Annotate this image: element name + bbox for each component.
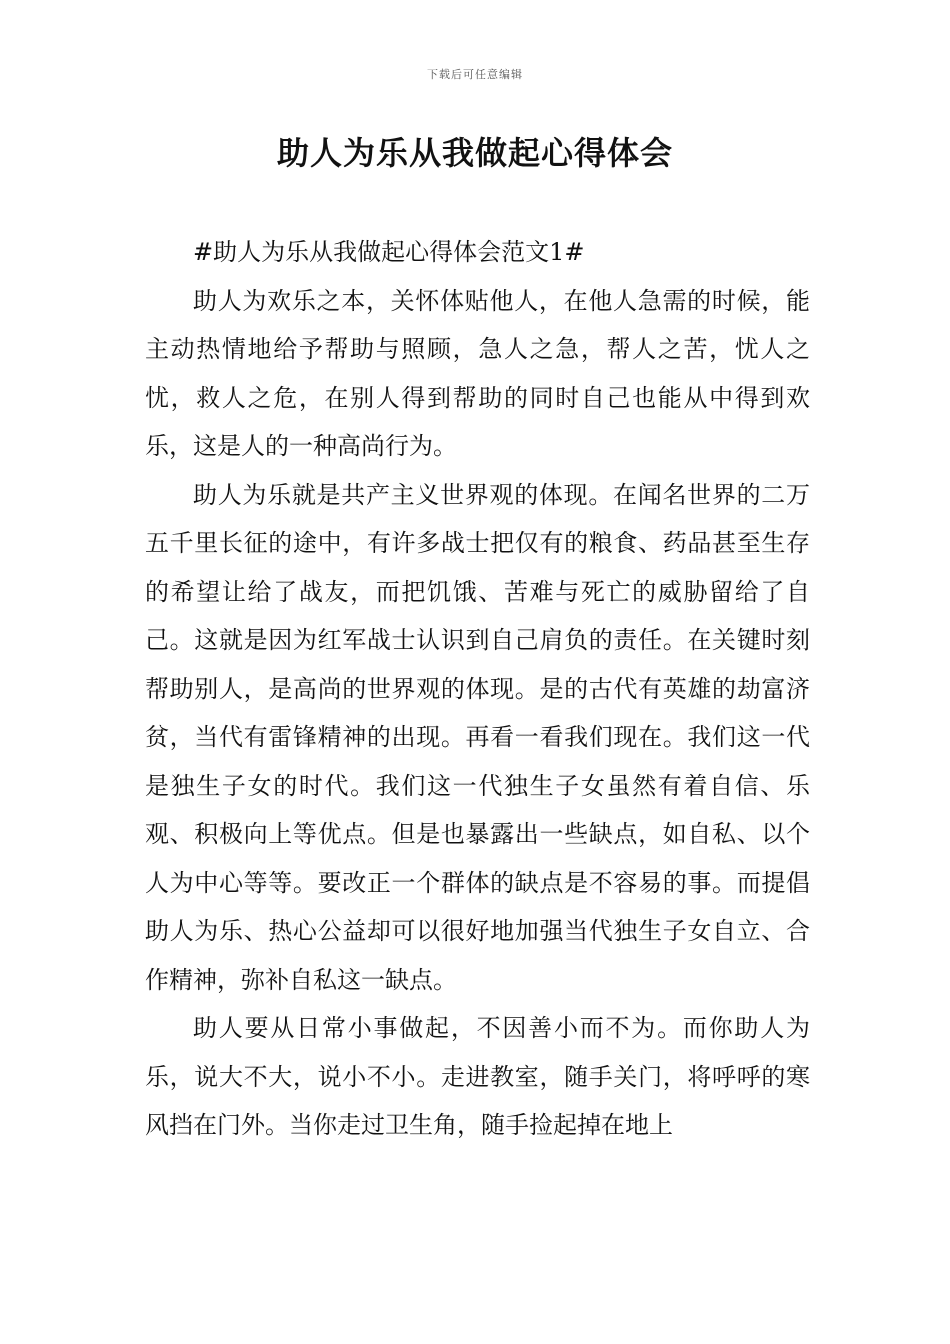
paragraph: 助人要从日常小事做起，不因善小而不为。而你助人为乐，说大不大，说小不小。走进教室，随手关门，将呼呼的寒风挡在门外。当你走过卫生角，随手捡起掉在地上 bbox=[145, 1014, 810, 1139]
paragraph: 助人为欢乐之本，关怀体贴他人，在他人急需的时候，能主动热情地给予帮助与照顾，急人之急，帮人之苦，忧人之忧，救人之危，在别人得到帮助的同时自己也能从中得到欢乐，这是人的一种高尚行为。 bbox=[145, 286, 810, 460]
document-title: 助人为乐从我做起心得体会 bbox=[276, 134, 673, 172]
header-note: 下载后可任意编辑 bbox=[427, 68, 523, 81]
paragraph-subtitle: #助人为乐从我做起心得体会范文1# bbox=[193, 238, 585, 266]
document-body bbox=[145, 228, 810, 1150]
paragraph: 助人为乐就是共产主义世界观的体现。在闻名世界的二万五千里长征的途中，有许多战士把仅有的粮食、药品甚至生存的希望让给了战友，而把饥饿、苦难与死亡的威胁留给了自己。这就是因为红军战士认识到自己肩负的责任。在关键时刻帮助别人，是高尚的世界观的体现。是的古代有英雄的劫富济贫，当代有雷锋精神的出现。再看一看我们现在。我们这一代是独生子女的时代。我们这一代独生子女虽然有着自信、乐观、积极向上等优点。但是也暴露出一些缺点，如自私、以个人为中心等等。要改正一个群体的缺点是不容易的事。而提倡助人为乐、热心公益却可以很好地加强当代独生子女自立、合作精神，弥补自私这一缺点。 bbox=[145, 480, 810, 994]
